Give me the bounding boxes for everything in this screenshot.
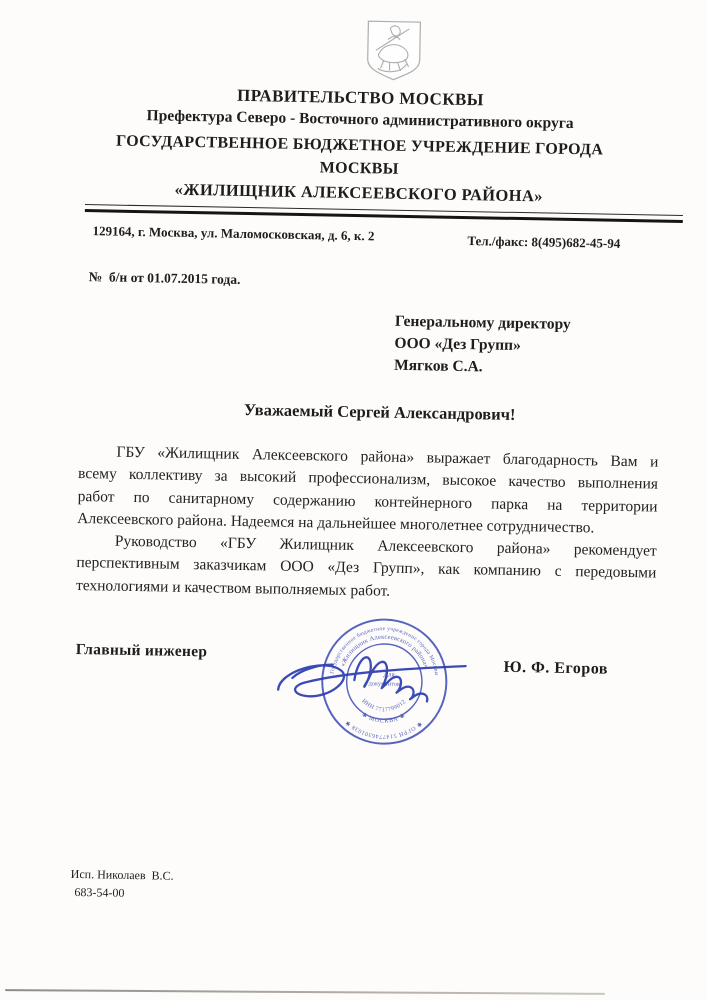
recipient-company: ООО «Дез Групп» (394, 334, 521, 355)
org-phone-fax: Тел./факс: 8(495)682-45-94 (467, 233, 621, 251)
letter-body (76, 441, 659, 608)
stamp-center-line2: документов (368, 680, 400, 688)
stamp-center-line1: Для (383, 671, 395, 679)
stamp-inn-text: ИНН 7717799012 (360, 698, 408, 714)
org-name-government: ПРАВИТЕЛЬСТВО МОСКВЫ (236, 85, 485, 110)
signer-name: Ю. Ф. Егоров (503, 658, 609, 678)
body-line: Алексеевского района. Надеемся на дальнейшее многолетнее сотрудничество. (77, 509, 595, 537)
body-line: ГБУ «Жилищник Алексеевского района» выражает благодарность Вам и (116, 443, 659, 471)
salutation: Уважаемый Сергей Александрович! (243, 399, 516, 424)
handwritten-signature (266, 625, 475, 725)
recipient-block (394, 311, 571, 380)
body-line: Руководство «ГБУ Жилищник Алексеевского района» рекомендует (114, 532, 657, 560)
org-name-institution: ГОСУДАРСТВЕННОЕ БЮДЖЕТНОЕ УЧРЕЖДЕНИЕ ГОРОДА МОСКВЫ (115, 132, 604, 178)
body-line: перспективным заказчикам ООО «Дез Групп», как компанию с передовыми (76, 554, 657, 583)
recipient-person: Мягков С.А. (393, 356, 483, 376)
stamp-outer-ring-top-text: Государственное бюджетное учреждение города Москвы (329, 626, 440, 677)
recipient-position: Генеральному директору (394, 312, 571, 333)
stamp-outer-ring-bottom-text: ✱ ОГРН 5147746301038 ✱ (344, 718, 423, 740)
executor-phone: 683-54-00 (74, 884, 125, 900)
moscow-george-dragon-crest-icon (362, 19, 425, 82)
stamp-middle-ring-top-text: «Жилищник Алексеевского района» (339, 633, 430, 670)
org-address: 129164, г. Москва, ул. Маломосковская, д. 6, к. 2 (92, 223, 375, 244)
stamp-middle-ring-bottom-text: ✱ МОСКВА ✱ (360, 711, 407, 725)
executor-name: Исп. Николаев В.С. (70, 866, 174, 883)
signer-position-title: Главный инженер (75, 640, 208, 661)
body-line: технологиями и качеством выполняемых работ. (75, 576, 391, 600)
org-name-prefecture: Префектура Северо - Восточного административного округа (146, 107, 574, 132)
body-line: работ по санитарному содержанию контейнерного парка на территории (77, 487, 658, 516)
org-name-zhilishchnik: «ЖИЛИЩНИК АЛЕКСЕЕВСКОГО РАЙОНА» (174, 179, 544, 206)
body-line: всему коллективу за высокий профессионализм, высокое качество выполнения (77, 465, 659, 493)
reference-number-line: № б/н от 01.07.2015 года. (88, 269, 241, 287)
